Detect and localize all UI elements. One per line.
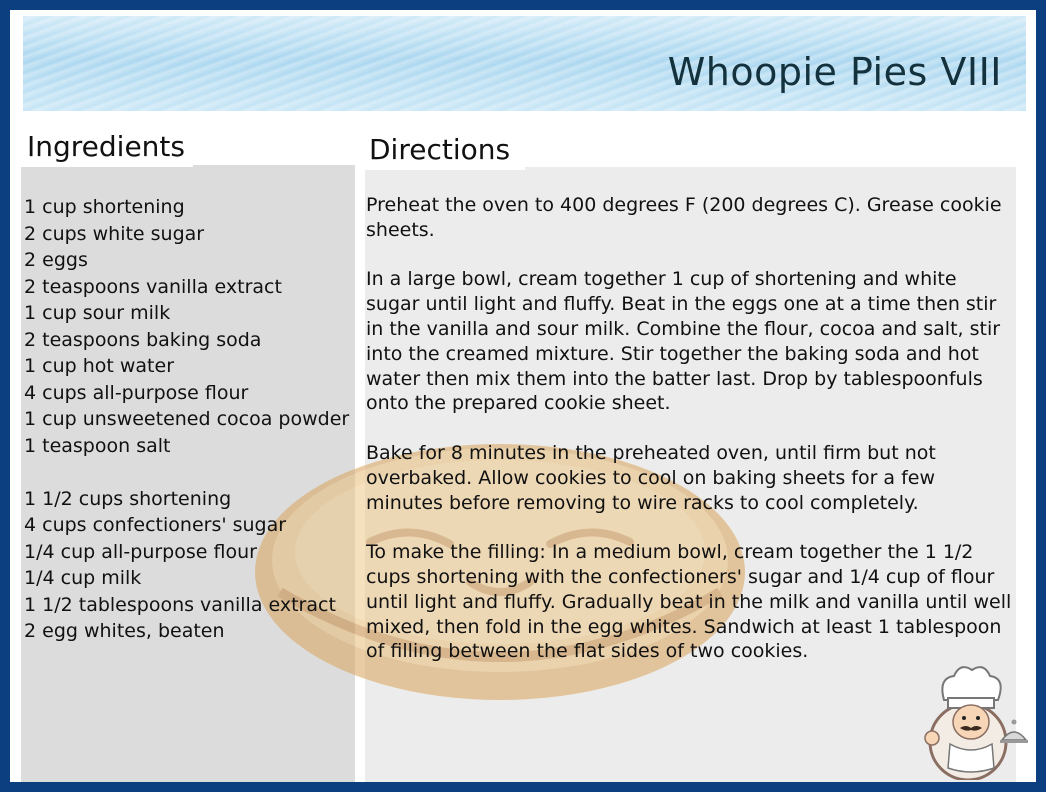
chef-icon — [910, 660, 1034, 780]
list-item: 2 egg whites, beaten — [24, 620, 225, 642]
list-item: 1 1/2 cups shortening — [24, 487, 232, 510]
list-item: 2 teaspoons baking soda — [24, 328, 262, 351]
direction-step: Preheat the oven to 400 degrees F (200 degrees C). Grease cookie sheets. — [366, 194, 1002, 241]
list-item: 1 cup hot water — [24, 355, 175, 377]
list-item: 2 teaspoons vanilla extract — [24, 275, 282, 298]
list-item: 4 cups confectioners' sugar — [24, 514, 287, 536]
direction-step: In a large bowl, cream together 1 cup of shortening and white sugar until light and fluffy. Beat in the eggs one at a time then stir in the vanilla and sour milk. Combine the flour, cocoa and salt, stir into the creamed mixture. Stir together the baking soda and hot water then mix them into the batter last. Drop by tablespoonfuls onto the prepared cookie sheet. — [366, 268, 1001, 415]
directions-text — [366, 193, 1016, 689]
title-banner — [23, 16, 1026, 111]
list-item: 1 cup sour milk — [24, 302, 171, 324]
list-spacer — [24, 459, 364, 486]
list-item: 1 teaspoon salt — [24, 434, 171, 457]
recipe-slide — [10, 10, 1036, 782]
ingredients-heading: Ingredients — [21, 125, 193, 167]
list-item: 1 cup shortening — [24, 196, 185, 218]
list-item: 1 cup unsweetened cocoa powder — [24, 408, 350, 430]
list-item: 1 1/2 tablespoons vanilla extract — [24, 593, 336, 616]
list-item: 2 eggs — [24, 249, 88, 271]
directions-heading: Directions — [365, 128, 525, 170]
list-item: 2 cups white sugar — [24, 222, 205, 245]
list-item: 1/4 cup milk — [24, 567, 142, 589]
list-item: 1/4 cup all-purpose flour — [24, 540, 257, 563]
recipe-title: Whoopie Pies VIII — [667, 50, 1002, 94]
list-item: 4 cups all-purpose flour — [24, 381, 249, 404]
ingredients-list — [24, 194, 364, 645]
direction-step: To make the filling: In a medium bowl, cream together the 1 1/2 cups shortening with the confectioners' sugar and 1/4 cup of flour until light and fluffy. Gradually beat in the milk and vanilla until well mixed, then fold in the egg whites. Sandwich at least 1 tablespoon of filling between the flat sides of two cookies. — [366, 541, 1012, 663]
direction-step: Bake for 8 minutes in the preheated oven, until firm but not overbaked. Allow cookies to cool on baking sheets for a few minutes before removing to wire racks to cool completely. — [366, 441, 936, 514]
